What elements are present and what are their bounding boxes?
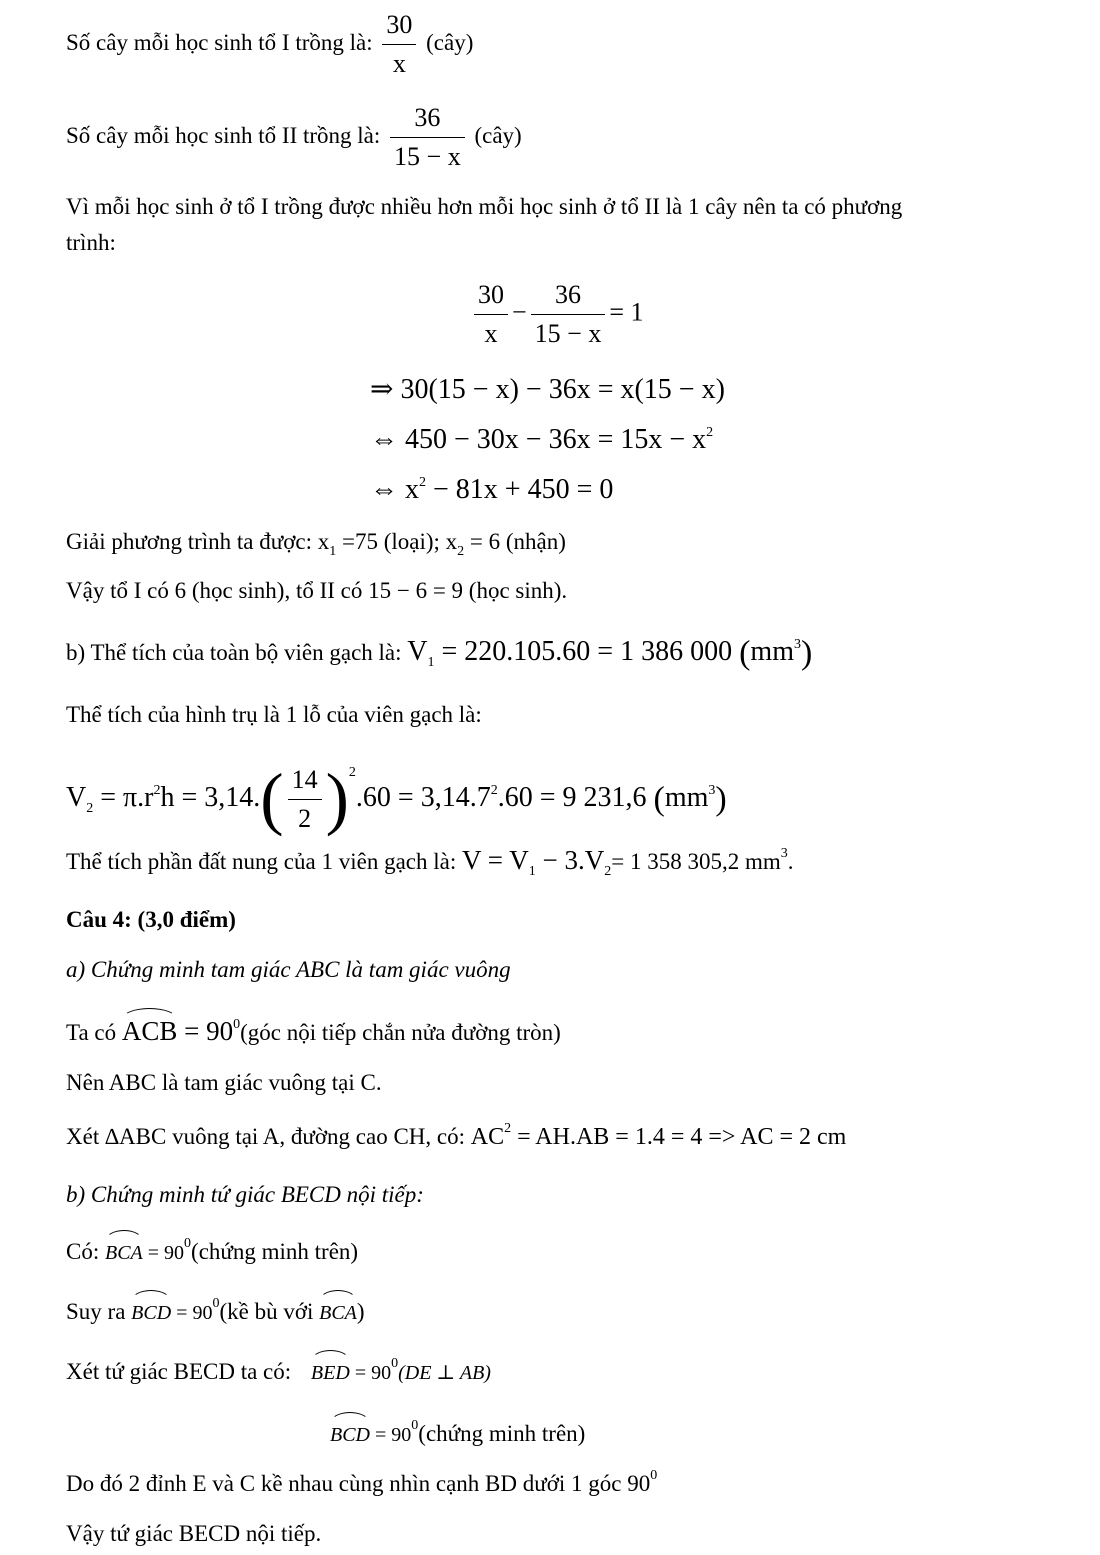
final-conclusion-line: Vậy tứ giác BECD nội tiếp. — [66, 1521, 322, 1546]
angle-bcd-repeat-line: BCD = $90^0(chứng$ minh trên) — [330, 1420, 585, 1449]
volume-clay-line: Thể tích phần đất nung của 1 viên gạch là: $V = V_1 - 3.V_2= 1$ 358 305,2 $mm^3$. — [66, 845, 794, 879]
paragraph-line: trình: — [66, 230, 116, 255]
cylinder-line: Thể tích của hình trụ là 1 lỗ của viên gạch là: — [66, 702, 482, 727]
volume-brick-line: b) Thể tích của toàn bộ viên gạch là: $V_1 = 220.105.60 = 1$ 386 000 $(mm^3)$ — [66, 634, 813, 672]
conclusion-angle-line: Do đó 2 đỉnh E và C kề nhau cùng nhìn cạnh BD dưới 1 góc $90^0$ — [66, 1468, 658, 1496]
equation-step3: ⇔ $450 - 30x - 36x = 15x - x^2$ — [370, 424, 714, 455]
volume-cylinder-line: $V_2 = \pi.r^2h = 3,14$.( $\frac{14}{2}$ )$^2.60 = 3,14.7^2.60 = 9$ 231,6 $(mm^3)$ — [66, 760, 727, 838]
part-b-heading: b) Chứng minh tứ giác BECD nội tiếp: — [66, 1182, 424, 1207]
angle-bca-line: Có: BCA = $90^0(chứng$ minh trên) — [66, 1238, 358, 1267]
fraction-30-over-x: $\frac{30}{x}$ — [382, 10, 416, 79]
quadrilateral-line: Xét tứ giác BECD ta có: BED = $90^0(DE$ ⊥ AB) — [66, 1358, 491, 1387]
line-trees-group2: Số cây mỗi học sinh tổ II trồng là: $\frac{36}{15 - x}$ (cây) — [66, 103, 522, 171]
paragraph-line: Vì mỗi học sinh ở tổ I trồng được nhiều hơn mỗi học sinh ở tổ II là 1 cây nên ta có phương — [66, 194, 903, 219]
fraction-36-over-15-x: $\frac{36}{15 - x}$ — [390, 103, 465, 172]
angle-acb-line: Ta có ACB = $90^0(góc$ nội tiếp chắn nửa đường tròn) — [66, 1016, 561, 1046]
line-trees-group1: Số cây mỗi học sinh tổ I trồng là: $\frac{30}{x}$ (cây) — [66, 10, 474, 78]
equation-fractions: $\frac{30}{x}$ − $\frac{36}{15 - x}$ = 1 — [470, 280, 644, 349]
ac-computation-line: Xét ∆ABC vuông tại A, đường cao CH, có: $AC^2 = AH.AB = 1.4 = 4$ => AC = 2 cm — [66, 1121, 847, 1150]
right-triangle-line: Nên ABC là tam giác vuông tại C. — [66, 1070, 382, 1095]
equation-step4: ⇔ $x^2 - 81x + 450 = 0$ — [370, 474, 614, 505]
equation-step2: ⇒ 30(15 − x) − 36x = x(15 − x) — [370, 374, 725, 405]
part-a-heading: a) Chứng minh tam giác ABC là tam giác vuông — [66, 957, 511, 982]
angle-bcd-line: Suy ra BCD = $90^0(kề$ bù với BCA) — [66, 1298, 365, 1327]
solution-line: Giải phương trình ta được: $x_1 =75$ (loại); $x_2 = 6$ (nhận) — [66, 529, 566, 559]
question-4-heading: Câu 4: (3,0 điểm) — [66, 907, 236, 932]
conclusion-line: Vậy tổ I có 6 (học sinh), tổ II có 15 − 6 = 9 (học sinh). — [66, 578, 568, 603]
